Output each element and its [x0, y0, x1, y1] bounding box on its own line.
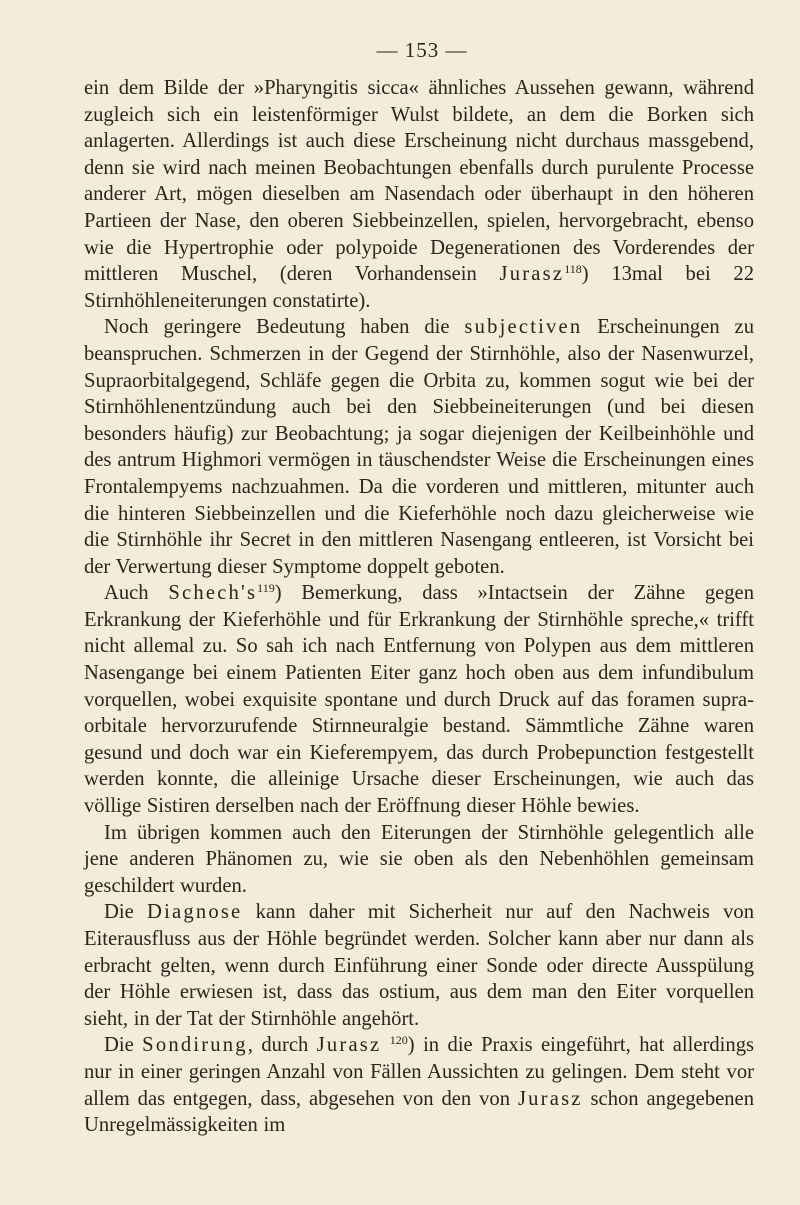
footnote-ref: 118	[564, 262, 582, 277]
text-run: ) in die Praxis eingeführt, hat allerdings nur in einer geringen Anzahl von Fällen Aussichten zu gelingen. Dem steht vor allem das entgegen, dass, abgesehen von den von	[84, 1034, 755, 1110]
text-run	[381, 1034, 389, 1056]
text-run: Die	[104, 1034, 143, 1057]
text-run: Erscheinungen zu beanspruchen. Schmerzen in der Gegend der Stirnhöhle, also der Nasenwurzel, Supraorbitalgegend, Schläfe gegen die Orbita zu, kommen sogut wie bei der Stirnhöhlenentzündung auch bei den Siebbeineiterungen (und bei diesen besonders häufig) zur Beobachtung; ja sogar diejenigen der Keilbeinhöhle und des antrum Highmori vermögen in täuschendster Weise die Erscheinungen eines Frontalempyems nachzuahmen. Da die vorderen und mittleren, mitunter auch die hinteren Siebbeinzellen und die Kieferhöhle noch dazu gleicherweise wie die Stirnhöhle ihr Secret in den mittleren Nasengang entleeren, ist Vorsicht bei der Verwertung dieser Symptome doppelt geboten.	[84, 316, 754, 578]
paragraph	[84, 899, 754, 1032]
spaced-name: subjectiven	[464, 316, 583, 339]
footnote-ref: 120	[389, 1033, 408, 1048]
spaced-name: Schech's	[168, 582, 258, 605]
spaced-name: Jurasz	[316, 1034, 382, 1057]
text-run: Auch	[104, 582, 169, 605]
text-run: ) 13mal bei 22 Stirnhöhleneiterungen constatirte).	[84, 263, 754, 312]
body-text	[84, 75, 754, 1139]
text-run: Die	[104, 901, 147, 924]
text-run: ein dem Bilde der »Pharyngitis sicca« ähnliches Aussehen gewann, während zugleich sich ein leistenförmiger Wulst bildete, an dem die Borken sich anlagerten. Allerdings ist auch diese Erscheinung nicht durchaus massgebend, denn sie wird nach meinen Beobachtungen ebenfalls durch purulente Processe anderer Art, mögen dieselben am Nasendach oder überhaupt in den höheren Partieen der Nase, den oberen Siebbeinzellen, spielen, hervorgebracht, ebenso wie die Hypertrophie oder polypoide Degenerationen des Vorderendes der mittleren Muschel, (deren Vorhandensein	[84, 77, 754, 286]
spaced-name: Jurasz	[499, 263, 565, 286]
spaced-name: Jurasz	[517, 1087, 583, 1110]
page-number: — 153 —	[376, 38, 468, 62]
paragraph	[84, 820, 754, 900]
footnote-ref: 119	[257, 581, 275, 596]
text-run: ) Bemerkung, dass »Intactsein der Zähne gegen Erkrankung der Kieferhöhle und für Erkrankung der Stirnhöhle spreche,« trifft nicht allemal zu. So sah ich nach Entfernung von Polypen aus dem mittleren Nasengange bei einem Patienten Eiter ganz hoch oben aus dem infundibulum vorquellen, wobei exquisite spontane und durch Druck auf das foramen supraorbitale hervorzurufende Stirnneuralgie bestand. Sämmtliche Zähne waren gesund und doch war ein Kieferempyem, das durch Probepunction festgestellt werden konnte, die alleinige Ursache dieser Erscheinungen, wie auch das völlige Sistiren derselben nach der Eröffnung dieser Höhle bewies.	[84, 582, 754, 818]
spaced-name: Sondirung	[142, 1034, 248, 1057]
paragraph	[84, 314, 754, 580]
text-run: kann daher mit Sicherheit nur auf den Nachweis von Eiterausfluss aus der Höhle begründet werden. Solcher kann aber nur dann als erbracht gelten, wenn durch Einführung einer Sonde oder directe Ausspülung der Höhle erwiesen ist, dass das ostium, aus dem man den Eiter vorquellen sieht, in der Tat der Stirnhöhle angehört.	[84, 901, 754, 1030]
spaced-name: Diagnose	[147, 901, 243, 924]
paragraph	[84, 1032, 754, 1138]
text-run: schon angegebenen Unregelmässigkeiten im	[84, 1087, 754, 1137]
text-run: Noch geringere Bedeutung haben die	[104, 316, 465, 339]
text-run: Im übrigen kommen auch den Eiterungen der Stirnhöhle gelegentlich alle jene anderen Phänomen zu, wie sie oben als den Nebenhöhlen gemeinsam geschildert wurden.	[84, 821, 754, 897]
paragraph	[84, 580, 754, 819]
text-run: , durch	[247, 1034, 317, 1057]
paragraph	[84, 75, 754, 314]
